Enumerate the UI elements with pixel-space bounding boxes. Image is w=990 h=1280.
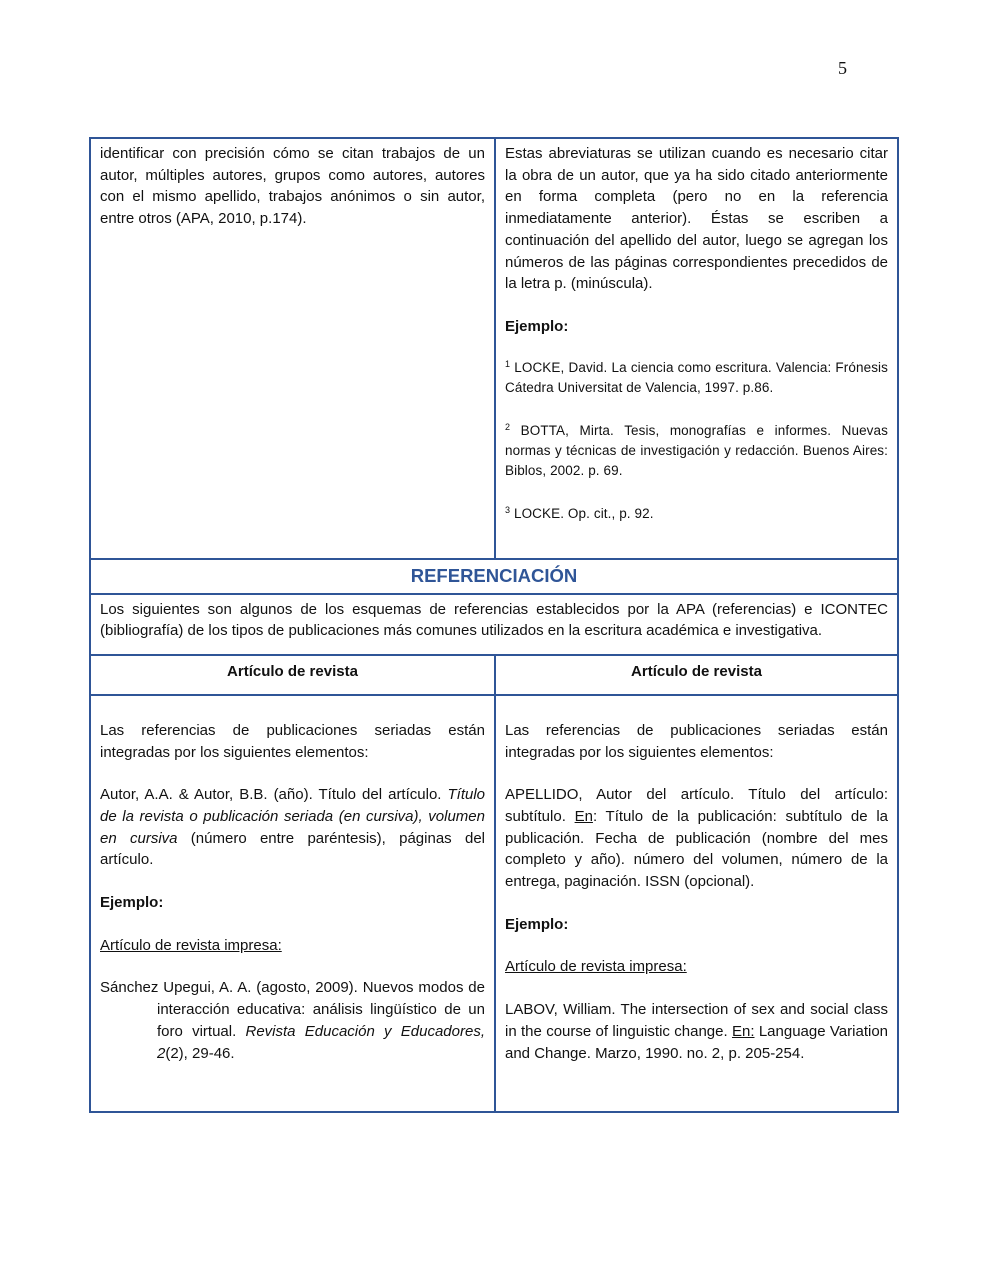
section-title: REFERENCIACIÓN (410, 565, 578, 586)
table-cell-right (494, 139, 897, 558)
example-reference (100, 977, 485, 1064)
footnote-text: LOCKE. Op. cit., p. 92. (513, 505, 654, 521)
reference-text: Language Variation and Change. Marzo, 1990. no. 2, p. 205-254. (505, 1022, 888, 1062)
example-reference (505, 999, 888, 1064)
section-intro: Los siguientes son algunos de los esquemas de referencias establecidos por la APA (referencias) e ICONTEC (bibliografía) de los tipos de publicaciones más comunes utilizados en la escritura académica e investigativa. (100, 600, 888, 640)
format-text: (número entre paréntesis), páginas del artículo. (100, 829, 485, 869)
reference-text: (2), 29-46. (165, 1044, 235, 1062)
format-text: Autor, A.A. & Autor, B.B. (año). Título del artículo. (100, 786, 448, 804)
format-underlined-text: En (574, 807, 593, 825)
table-cell-apa (91, 696, 494, 1111)
footnote-mark: 1 (505, 358, 511, 369)
cell-text: Estas abreviaturas se utilizan cuando es necesario citar la obra de un autor, que ya ha sido citado anteriormente en forma completa (pero no en la referencia inmediatamente anterior). Éstas se escriben a continuación del apellido del autor, luego se agregan los números de las páginas correspondientes precedidos de la letra p. (minúscula). (505, 145, 888, 293)
table-cell-icontec (494, 696, 897, 1111)
reference-text: Sánchez Upegui, A. A. (agosto, 2009). Nuevos modos de interacción educativa: análisis lingüístico de un foro virtual. (100, 979, 485, 1040)
page-number: 5 (838, 58, 847, 78)
table-row-intro (91, 595, 897, 656)
content-table (89, 137, 899, 1113)
format-text: APELLIDO, Autor del artículo. Título del artículo: subtítulo. (505, 786, 888, 825)
footnote-mark: 3 (505, 504, 511, 515)
footnote-mark: 2 (505, 421, 511, 432)
footnote-3 (505, 500, 888, 524)
footnote-1 (505, 354, 888, 398)
table-row-journal-article (91, 696, 897, 1111)
example-label: Ejemplo: (505, 915, 569, 933)
example-subheading: Artículo de revista impresa: (100, 936, 282, 954)
example-label: Ejemplo: (100, 894, 164, 912)
format-italic-text: Título de la revista o publicación seriada (en cursiva), volumen en cursiva (100, 786, 485, 847)
cell-text: identificar con precisión cómo se citan trabajos de un autor, múltiples autores, grupos como autores, autores con el mismo apellido, trabajos anónimos o sin autor, entre otros (APA, 2010, p.174). (100, 145, 485, 228)
table-row-section-title (91, 560, 897, 595)
table-cell-left (91, 139, 494, 558)
column-header-left: Artículo de revista (227, 663, 358, 681)
example-label: Ejemplo: (505, 317, 569, 335)
footnote-text: BOTTA, Mirta. Tesis, monografías e informes. Nuevas normas y técnicas de investigación y redacción. Buenos Aires: Biblos, 2002. p. 69. (505, 422, 888, 478)
format-text: : Título de la publicación: subtítulo de la publicación. Fecha de publicación (nombre del mes completo y año). número del volumen, número de la entrega, paginación. ISSN (opcional). (505, 807, 888, 891)
reference-italic-text: Revista Educación y Educadores, 2 (157, 1022, 485, 1062)
column-header-right: Artículo de revista (494, 656, 897, 694)
body-intro: Las referencias de publicaciones seriadas están integradas por los siguientes elementos: (100, 721, 485, 761)
reference-text: LABOV, William. The intersection of sex and social class in the course of linguistic change. (505, 1001, 888, 1040)
table-row-headers (91, 656, 897, 696)
table-row-abbreviations (91, 139, 897, 560)
example-subheading: Artículo de revista impresa: (505, 958, 687, 976)
reference-format (100, 784, 485, 871)
footnote-2 (505, 417, 888, 481)
footnote-text: LOCKE, David. La ciencia como escritura. Valencia: Frónesis Cátedra Universitat de Valencia, 1997. p.86. (505, 359, 888, 395)
reference-underlined-text: En: (731, 1022, 755, 1040)
reference-format (505, 784, 888, 893)
body-intro: Las referencias de publicaciones seriadas están integradas por los siguientes elementos: (505, 721, 888, 761)
